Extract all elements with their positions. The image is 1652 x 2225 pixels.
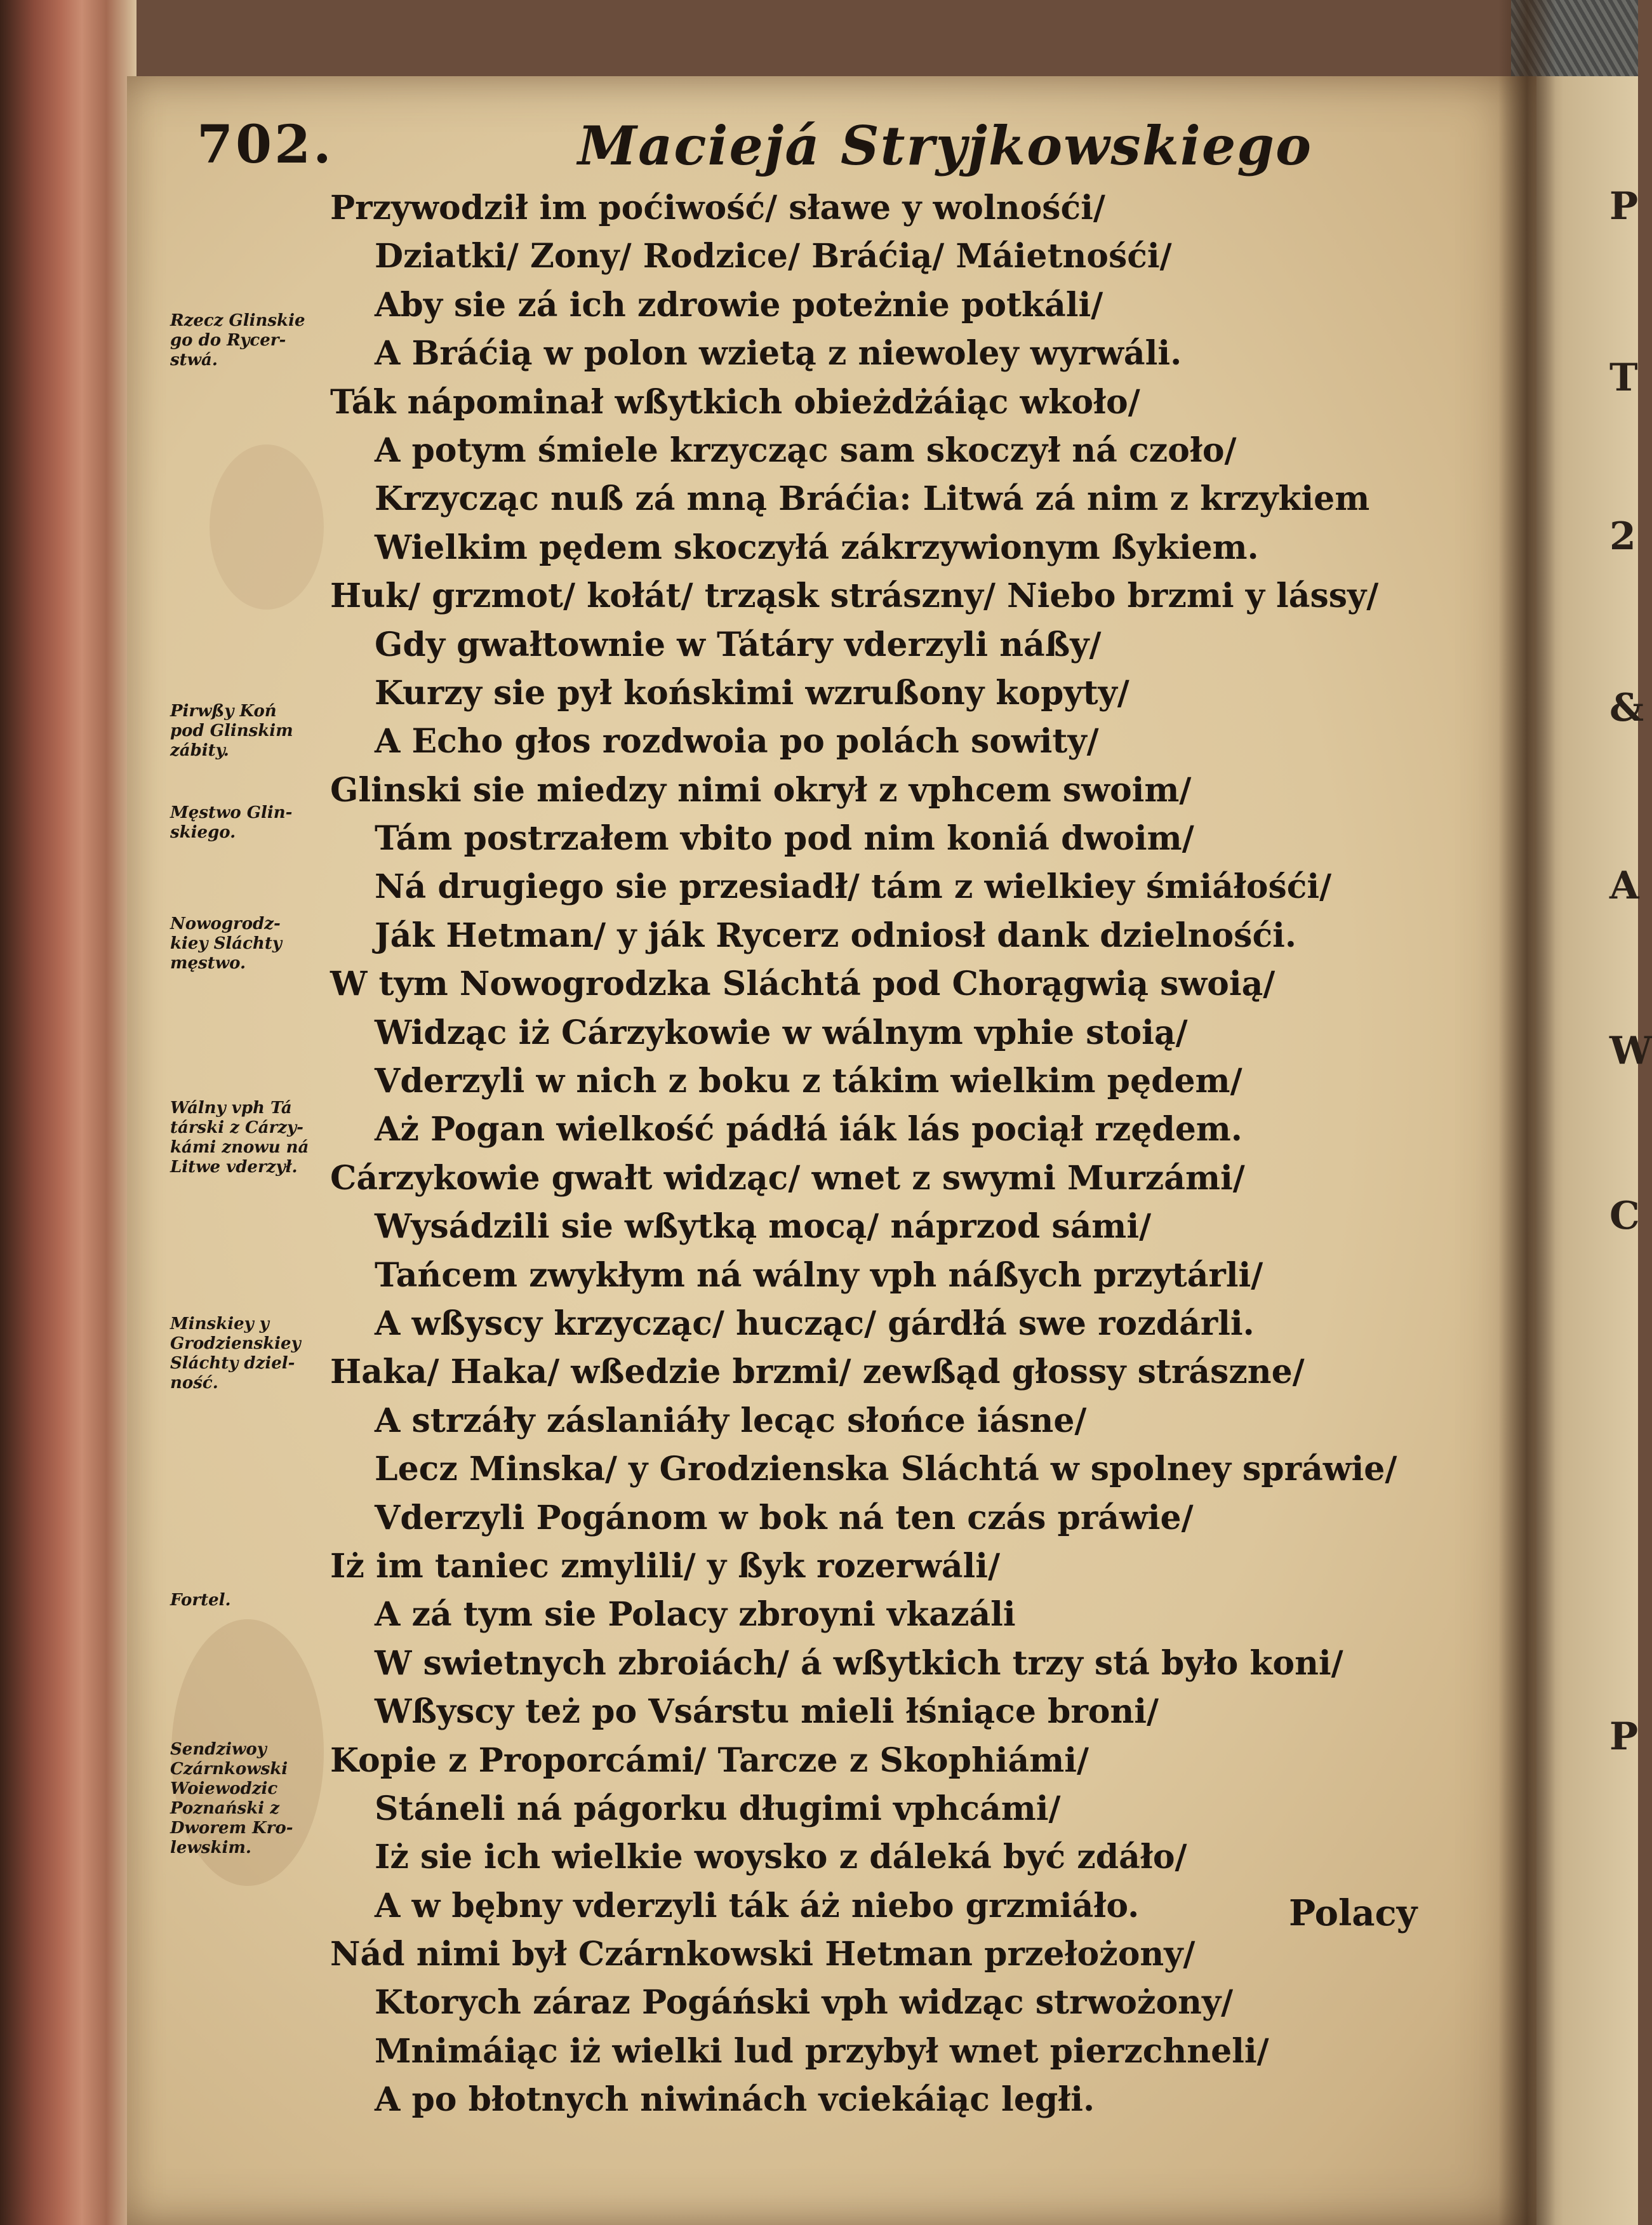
verse-line: A w bębny vderzyli ták áż niebo grzmiáło. <box>375 1886 1140 1925</box>
verse-line: Nád nimi był Czárnkowski Hetman przełożony/ <box>330 1935 1196 1974</box>
verse-line: Ktorych záraz Pogáński vph widząc strwożony/ <box>375 1983 1234 2022</box>
marginal-note: Rzecz Glinskie go do Rycer- stwá. <box>170 311 305 370</box>
marginal-note: Pirwßy Koń pod Glinskim zábity. <box>170 702 293 760</box>
marginal-note: Fortel. <box>170 1591 231 1610</box>
marginal-note: Nowogrodz- kiey Sláchty męstwo. <box>170 914 282 973</box>
verse-line: A strzáły záslaniáły lecąc słońce iásne/ <box>375 1401 1087 1440</box>
verse-line: Ná drugiego sie przesiadł/ tám z wielkiey śmiáłośći/ <box>375 867 1332 907</box>
facing-page-letter: P <box>1609 1714 1639 1759</box>
verse-line: Krzycząc nuß zá mną Bráćia: Litwá zá nim z krzykiem <box>375 479 1370 519</box>
verse-block <box>330 184 1397 2125</box>
verse-line: Mnimáiąc iż wielki lud przybył wnet pierzchneli/ <box>375 2031 1269 2071</box>
verse-line: Cárzykowie gwałt widząc/ wnet z swymi Murzámi/ <box>330 1158 1245 1198</box>
verse-line: Ják Hetman/ y ják Rycerz odniosł dank dzielnośći. <box>375 916 1296 955</box>
verse-line: A po błotnych niwinách vciekáiąc ległi. <box>375 2080 1095 2120</box>
facing-page-letter: W <box>1609 1029 1652 1073</box>
verse-line: Vderzyli Pogánom w bok ná ten czás práwie/ <box>375 1498 1194 1537</box>
verse-line: A zá tym sie Polacy zbroyni vkazáli <box>375 1595 1016 1634</box>
page-edges <box>0 0 137 2225</box>
marginal-note: Minskiey y Grodzienskiey Sláchty dziel- ność. <box>170 1314 301 1393</box>
verse-line: W swietnych zbroiách/ á wßytkich trzy stá było koni/ <box>375 1643 1343 1683</box>
verse-line: Haka/ Haka/ wßedzie brzmi/ zewßąd głossy strászne/ <box>330 1353 1305 1392</box>
gutter-shadow <box>1498 0 1555 2225</box>
verse-line: W tym Nowogrodzka Sláchtá pod Chorągwią swoią/ <box>330 965 1276 1004</box>
verse-line: Dziatki/ Zony/ Rodzice/ Bráćią/ Máietnośći/ <box>375 237 1172 276</box>
paper-stain <box>210 444 324 610</box>
verse-line: Aż Pogan wielkość pádłá iák lás pociął rzędem. <box>375 1110 1242 1149</box>
verse-line: Lecz Minska/ y Grodzienska Sláchtá w spolney spráwie/ <box>375 1450 1397 1489</box>
verse-line: Huk/ grzmot/ kołát/ trząsk strászny/ Niebo brzmi y lássy/ <box>330 577 1379 616</box>
verse-line: Widząc iż Cárzykowie w wálnym vphie stoią/ <box>375 1013 1188 1052</box>
verse-line: A Bráćią w polon wzietą z niewoley wyrwáli. <box>375 334 1182 373</box>
marginal-note: Wálny vph Tá társki z Cárzy- kámi znowu ná Litwe vderzył. <box>170 1099 309 1177</box>
facing-page-letter: 2 <box>1609 514 1636 559</box>
facing-page-letter: C <box>1609 1194 1640 1238</box>
verse-line: Tám postrzałem vbito pod nim koniá dwoim/ <box>375 819 1194 859</box>
marginal-note: Sendziwoy Czárnkowski Woiewodzic Poznański z Dworem Kro- lewskim. <box>170 1740 293 1857</box>
marginal-note: Męstwo Glin- skiego. <box>170 803 293 842</box>
verse-line: Kopie z Proporcámi/ Tarcze z Skophiámi/ <box>330 1741 1089 1780</box>
verse-line: Stáneli ná págorku długimi vphcámi/ <box>375 1789 1061 1828</box>
verse-line: Iż sie ich wielkie woysko z dáleká być zdáło/ <box>375 1838 1187 1877</box>
verse-line: Tańcem zwykłym ná wálny vph náßych przytárli/ <box>375 1255 1263 1295</box>
verse-line: A wßyscy krzycząc/ hucząc/ gárdłá swe rozdárli. <box>375 1304 1255 1343</box>
verse-line: Iż im taniec zmylili/ y ßyk rozerwáli/ <box>330 1546 1001 1586</box>
facing-page-letter: & <box>1609 686 1644 730</box>
verse-line: A potym śmiele krzycząc sam skoczył ná czoło/ <box>375 431 1237 470</box>
verse-line: Aby sie zá ich zdrowie poteżnie potkáli/ <box>375 285 1103 324</box>
verse-line: Ták nápominał wßytkich obieżdżáiąc wkoło/ <box>330 382 1140 422</box>
verse-line: Glinski sie miedzy nimi okrył z vphcem swoim/ <box>330 770 1192 810</box>
verse-line: Kurzy sie pył końskimi wzrußony kopyty/ <box>375 673 1129 712</box>
verse-line: Wßyscy też po Vsárstu mieli łśniące broni/ <box>375 1692 1159 1732</box>
catchword: Polacy <box>1289 1892 1418 1934</box>
facing-page-letter: A <box>1609 864 1639 908</box>
verse-line: Wysádzili sie wßytką mocą/ náprzod sámi/ <box>375 1207 1152 1246</box>
running-head: Maciejá Stryjkowskiego <box>578 114 1313 177</box>
verse-line: A Echo głos rozdwoia po polách sowity/ <box>375 722 1099 761</box>
page-number: 702. <box>197 114 334 175</box>
verse-line: Wielkim pędem skoczyłá zákrzywionym ßykiem. <box>375 528 1259 567</box>
verse-line: Przywodził im poćiwość/ sławe y wolnośći/ <box>330 189 1105 227</box>
verse-line: Gdy gwałtownie w Tátáry vderzyli náßy/ <box>375 625 1102 664</box>
facing-page-letter: T <box>1609 356 1638 400</box>
verse-line: Vderzyli w nich z boku z tákim wielkim pędem/ <box>375 1062 1242 1101</box>
facing-page-letter: P <box>1609 184 1639 229</box>
